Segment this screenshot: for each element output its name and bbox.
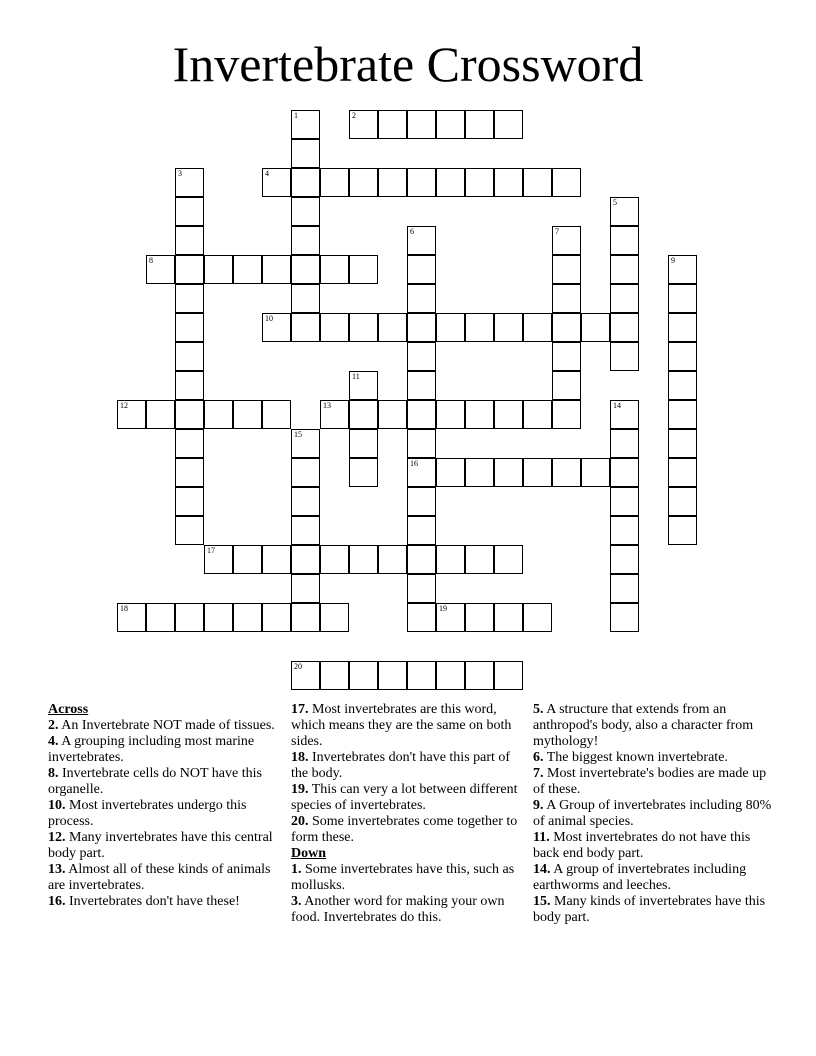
clue-number: 13 xyxy=(323,401,331,410)
grid-cell[interactable] xyxy=(175,371,204,400)
grid-cell[interactable] xyxy=(523,168,552,197)
grid-cell[interactable] xyxy=(349,313,378,342)
clue-text: Most invertebrate's bodies are made up of these. xyxy=(533,766,767,797)
grid-cell[interactable] xyxy=(407,371,436,400)
grid-cell[interactable] xyxy=(175,516,204,545)
clue-down xyxy=(533,798,773,830)
clue-number: 11 xyxy=(352,372,360,381)
grid-cell[interactable] xyxy=(494,545,523,574)
grid-cell[interactable] xyxy=(436,603,465,632)
grid-cell[interactable] xyxy=(349,371,378,400)
grid-cell[interactable] xyxy=(175,603,204,632)
clue-num: 11. xyxy=(533,830,550,845)
grid-cell[interactable] xyxy=(407,313,436,342)
grid-cell[interactable] xyxy=(407,458,436,487)
grid-cell[interactable] xyxy=(552,255,581,284)
grid-cell[interactable] xyxy=(465,110,494,139)
grid-cell[interactable] xyxy=(523,400,552,429)
grid-cell[interactable] xyxy=(436,545,465,574)
clue-column-2 xyxy=(291,702,519,926)
clue-num: 10. xyxy=(48,798,66,813)
grid-cell[interactable] xyxy=(610,603,639,632)
grid-cell[interactable] xyxy=(523,603,552,632)
clue-num: 1. xyxy=(291,862,302,877)
clue-across xyxy=(48,766,276,798)
clue-text: A grouping including most marine invertebrates. xyxy=(48,734,255,765)
grid-cell[interactable] xyxy=(349,661,378,690)
clue-number: 9 xyxy=(671,256,675,265)
grid-cell[interactable] xyxy=(320,545,349,574)
grid-cell[interactable] xyxy=(378,168,407,197)
grid-cell[interactable] xyxy=(349,400,378,429)
grid-cell[interactable] xyxy=(349,458,378,487)
clue-num: 16. xyxy=(48,894,66,909)
grid-cell[interactable] xyxy=(465,603,494,632)
clue-number: 14 xyxy=(613,401,621,410)
grid-cell[interactable] xyxy=(291,458,320,487)
grid-cell[interactable] xyxy=(233,603,262,632)
grid-cell[interactable] xyxy=(436,661,465,690)
grid-cell[interactable] xyxy=(117,400,146,429)
clue-text: Many kinds of invertebrates have this body part. xyxy=(533,894,766,925)
clue-number: 19 xyxy=(439,604,447,613)
grid-cell[interactable] xyxy=(378,110,407,139)
clue-down xyxy=(533,766,773,798)
grid-cell[interactable] xyxy=(320,661,349,690)
grid-cell[interactable] xyxy=(494,168,523,197)
grid-cell[interactable] xyxy=(494,400,523,429)
grid-cell[interactable] xyxy=(610,284,639,313)
grid-cell[interactable] xyxy=(407,545,436,574)
grid-cell[interactable] xyxy=(407,168,436,197)
grid-cell[interactable] xyxy=(291,603,320,632)
clue-text: Invertebrates don't have this part of the body. xyxy=(291,750,511,781)
grid-cell[interactable] xyxy=(320,400,349,429)
clue-num: 12. xyxy=(48,830,66,845)
grid-cell[interactable] xyxy=(668,313,697,342)
clue-text: Some invertebrates have this, such as mollusks. xyxy=(291,862,515,893)
grid-cell[interactable] xyxy=(552,168,581,197)
grid-cell[interactable] xyxy=(436,313,465,342)
grid-cell[interactable] xyxy=(378,313,407,342)
clue-across xyxy=(291,750,519,782)
clue-text: Almost all of these kinds of animals are invertebrates. xyxy=(48,862,271,893)
grid-cell[interactable] xyxy=(262,255,291,284)
clue-text: A group of invertebrates including earthworms and leeches. xyxy=(533,862,747,893)
clue-text: Invertebrate cells do NOT have this organelle. xyxy=(48,766,262,797)
grid-cell[interactable] xyxy=(291,226,320,255)
clue-down xyxy=(533,702,773,750)
grid-cell[interactable] xyxy=(610,226,639,255)
grid-cell[interactable] xyxy=(320,313,349,342)
grid-cell[interactable] xyxy=(378,661,407,690)
clue-num: 6. xyxy=(533,750,544,765)
clue-num: 15. xyxy=(533,894,551,909)
grid-cell[interactable] xyxy=(610,197,639,226)
grid-cell[interactable] xyxy=(291,661,320,690)
grid-cell[interactable] xyxy=(407,487,436,516)
clue-number: 17 xyxy=(207,546,215,555)
clue-num: 7. xyxy=(533,766,544,781)
grid-cell[interactable] xyxy=(349,110,378,139)
grid-cell[interactable] xyxy=(233,545,262,574)
clue-across xyxy=(291,814,519,846)
grid-cell[interactable] xyxy=(494,110,523,139)
clue-across xyxy=(291,782,519,814)
grid-cell[interactable] xyxy=(668,458,697,487)
down-heading: Down xyxy=(291,846,327,861)
grid-cell[interactable] xyxy=(494,458,523,487)
grid-cell[interactable] xyxy=(175,226,204,255)
grid-cell[interactable] xyxy=(465,545,494,574)
clue-number: 5 xyxy=(613,198,617,207)
clue-text: Most invertebrates are this word, which means they are the same on both sides. xyxy=(291,702,512,749)
grid-cell[interactable] xyxy=(204,400,233,429)
grid-cell[interactable] xyxy=(581,313,610,342)
grid-cell[interactable] xyxy=(668,516,697,545)
clue-down xyxy=(533,862,773,894)
grid-cell[interactable] xyxy=(291,197,320,226)
clue-text: Invertebrates don't have these! xyxy=(65,894,240,909)
grid-cell[interactable] xyxy=(610,400,639,429)
grid-cell[interactable] xyxy=(552,226,581,255)
grid-cell[interactable] xyxy=(552,313,581,342)
clue-number: 16 xyxy=(410,459,418,468)
clue-num: 20. xyxy=(291,814,309,829)
grid-cell[interactable] xyxy=(668,400,697,429)
grid-cell[interactable] xyxy=(523,313,552,342)
grid-cell[interactable] xyxy=(320,603,349,632)
clue-text: Most invertebrates undergo this process. xyxy=(48,798,247,829)
clue-down xyxy=(533,750,773,766)
clue-column-3 xyxy=(533,702,773,926)
clue-num: 13. xyxy=(48,862,66,877)
grid-cell[interactable] xyxy=(349,255,378,284)
grid-cell[interactable] xyxy=(610,574,639,603)
clue-text: This can very a lot between different species of invertebrates. xyxy=(291,782,518,813)
grid-cell[interactable] xyxy=(552,284,581,313)
grid-cell[interactable] xyxy=(407,342,436,371)
grid-cell[interactable] xyxy=(233,255,262,284)
clue-number: 2 xyxy=(352,111,356,120)
grid-cell[interactable] xyxy=(668,371,697,400)
clue-across xyxy=(48,798,276,830)
grid-cell[interactable] xyxy=(610,255,639,284)
clue-across xyxy=(48,734,276,766)
grid-cell[interactable] xyxy=(610,429,639,458)
clue-across xyxy=(48,894,276,910)
clue-down xyxy=(291,894,519,926)
clue-text: Another word for making your own food. Invertebrates do this. xyxy=(291,894,505,925)
grid-cell[interactable] xyxy=(610,516,639,545)
grid-cell[interactable] xyxy=(262,400,291,429)
clue-number: 4 xyxy=(265,169,269,178)
clue-num: 9. xyxy=(533,798,544,813)
grid-cell[interactable] xyxy=(291,255,320,284)
grid-cell[interactable] xyxy=(436,110,465,139)
grid-cell[interactable] xyxy=(494,603,523,632)
grid-cell[interactable] xyxy=(552,458,581,487)
grid-cell[interactable] xyxy=(610,313,639,342)
grid-cell[interactable] xyxy=(407,255,436,284)
clue-number: 10 xyxy=(265,314,273,323)
clue-number: 7 xyxy=(555,227,559,236)
clue-num: 17. xyxy=(291,702,309,717)
clue-num: 8. xyxy=(48,766,59,781)
grid-cell[interactable] xyxy=(465,168,494,197)
grid-cell[interactable] xyxy=(407,284,436,313)
grid-cell[interactable] xyxy=(436,458,465,487)
grid-cell[interactable] xyxy=(436,400,465,429)
clue-across xyxy=(48,830,276,862)
grid-cell[interactable] xyxy=(668,487,697,516)
grid-cell[interactable] xyxy=(291,168,320,197)
grid-cell[interactable] xyxy=(349,429,378,458)
grid-cell[interactable] xyxy=(407,516,436,545)
clue-text: A structure that extends from an anthropod's body, also a character from mythology! xyxy=(533,702,754,749)
clue-text: Some invertebrates come together to form these. xyxy=(291,814,518,845)
grid-cell[interactable] xyxy=(349,545,378,574)
clue-number: 18 xyxy=(120,604,128,613)
clue-text: An Invertebrate NOT made of tissues. xyxy=(58,718,275,733)
grid-cell[interactable] xyxy=(291,284,320,313)
grid-cell[interactable] xyxy=(523,458,552,487)
grid-cell[interactable] xyxy=(465,313,494,342)
grid-cell[interactable] xyxy=(291,110,320,139)
clue-text: The biggest known invertebrate. xyxy=(543,750,728,765)
clue-number: 20 xyxy=(294,662,302,671)
clue-number: 3 xyxy=(178,169,182,178)
clue-number: 8 xyxy=(149,256,153,265)
grid-cell[interactable] xyxy=(668,342,697,371)
grid-cell[interactable] xyxy=(494,313,523,342)
grid-cell[interactable] xyxy=(117,603,146,632)
clue-text: Most invertebrates do not have this back end body part. xyxy=(533,830,751,861)
grid-cell[interactable] xyxy=(320,255,349,284)
clue-num: 19. xyxy=(291,782,309,797)
grid-cell[interactable] xyxy=(465,458,494,487)
clue-num: 2. xyxy=(48,718,59,733)
grid-cell[interactable] xyxy=(175,284,204,313)
clue-num: 14. xyxy=(533,862,551,877)
grid-cell[interactable] xyxy=(668,284,697,313)
across-heading: Across xyxy=(48,702,89,717)
grid-cell[interactable] xyxy=(175,255,204,284)
clue-num: 18. xyxy=(291,750,309,765)
grid-cell[interactable] xyxy=(175,197,204,226)
grid-cell[interactable] xyxy=(262,545,291,574)
grid-cell[interactable] xyxy=(407,574,436,603)
grid-cell[interactable] xyxy=(175,342,204,371)
clue-text: Many invertebrates have this central body part. xyxy=(48,830,273,861)
clue-across xyxy=(291,702,519,750)
grid-cell[interactable] xyxy=(175,458,204,487)
grid-cell[interactable] xyxy=(581,458,610,487)
clue-num: 5. xyxy=(533,702,544,717)
clue-number: 15 xyxy=(294,430,302,439)
grid-cell[interactable] xyxy=(175,487,204,516)
grid-cell[interactable] xyxy=(146,400,175,429)
clue-number: 1 xyxy=(294,111,298,120)
grid-cell[interactable] xyxy=(436,168,465,197)
grid-cell[interactable] xyxy=(668,429,697,458)
clue-down xyxy=(533,894,773,926)
clue-num: 3. xyxy=(291,894,302,909)
grid-cell[interactable] xyxy=(262,313,291,342)
grid-cell[interactable] xyxy=(233,400,262,429)
grid-cell[interactable] xyxy=(465,661,494,690)
clue-text: A Group of invertebrates including 80% of animal species. xyxy=(533,798,772,829)
grid-cell[interactable] xyxy=(204,545,233,574)
grid-cell[interactable] xyxy=(407,110,436,139)
grid-cell[interactable] xyxy=(407,603,436,632)
grid-cell[interactable] xyxy=(552,371,581,400)
grid-cell[interactable] xyxy=(204,255,233,284)
grid-cell[interactable] xyxy=(407,400,436,429)
grid-cell[interactable] xyxy=(291,545,320,574)
grid-cell[interactable] xyxy=(291,516,320,545)
grid-cell[interactable] xyxy=(175,313,204,342)
grid-cell[interactable] xyxy=(407,661,436,690)
grid-cell[interactable] xyxy=(175,168,204,197)
clue-number: 6 xyxy=(410,227,414,236)
clue-number: 12 xyxy=(120,401,128,410)
grid-cell[interactable] xyxy=(291,574,320,603)
grid-cell[interactable] xyxy=(291,313,320,342)
grid-cell[interactable] xyxy=(378,400,407,429)
grid-cell[interactable] xyxy=(262,603,291,632)
grid-cell[interactable] xyxy=(610,342,639,371)
clue-across xyxy=(48,718,276,734)
grid-cell[interactable] xyxy=(378,545,407,574)
clue-column-1 xyxy=(48,702,276,910)
grid-cell[interactable] xyxy=(204,603,233,632)
grid-cell[interactable] xyxy=(262,168,291,197)
grid-cell[interactable] xyxy=(320,168,349,197)
grid-cell[interactable] xyxy=(175,400,204,429)
grid-cell[interactable] xyxy=(146,255,175,284)
clue-across xyxy=(48,862,276,894)
grid-cell[interactable] xyxy=(465,400,494,429)
grid-cell[interactable] xyxy=(146,603,175,632)
grid-cell[interactable] xyxy=(291,487,320,516)
grid-cell[interactable] xyxy=(494,661,523,690)
clue-num: 4. xyxy=(48,734,59,749)
clue-down xyxy=(533,830,773,862)
grid-cell[interactable] xyxy=(407,429,436,458)
grid-cell[interactable] xyxy=(349,168,378,197)
grid-cell[interactable] xyxy=(291,429,320,458)
grid-cell[interactable] xyxy=(291,139,320,168)
grid-cell[interactable] xyxy=(552,342,581,371)
clue-down xyxy=(291,862,519,894)
grid-cell[interactable] xyxy=(552,400,581,429)
page-title: Invertebrate Crossword xyxy=(172,36,644,92)
grid-cell[interactable] xyxy=(610,458,639,487)
grid-cell[interactable] xyxy=(407,226,436,255)
grid-cell[interactable] xyxy=(610,545,639,574)
grid-cell[interactable] xyxy=(668,255,697,284)
grid-cell[interactable] xyxy=(175,429,204,458)
grid-cell[interactable] xyxy=(610,487,639,516)
